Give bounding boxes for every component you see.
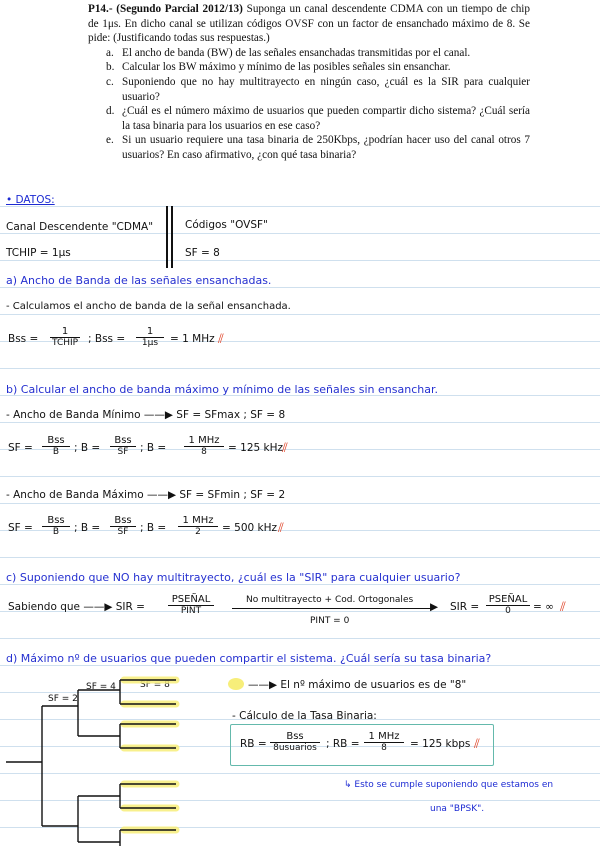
item-text: ¿Cuál es el número máximo de usuarios que pueden compartir dicho sistema? ¿Cuál sería la tasa binaria para los usuarios en ese caso? — [122, 105, 530, 132]
frac-num: 1 MHz — [178, 515, 218, 527]
b-frac-4 — [42, 515, 70, 537]
a-sep: ; Bss = — [88, 333, 126, 345]
frac-den: B — [52, 447, 60, 457]
handwritten-notes — [0, 180, 600, 848]
a-result: = 1 MHz — [170, 333, 215, 345]
frac-num: 1 — [50, 326, 80, 338]
b-sf-label: SF = — [8, 442, 33, 454]
tchip-text: TCHIP = 1μs — [6, 247, 71, 259]
problem-intro — [88, 2, 530, 46]
frac-den: TCHIP — [52, 338, 79, 348]
section-c-title: c) Suponiendo que NO hay multitrayecto, ¿cuál es la "SIR" para cualquier usuario? — [6, 571, 461, 584]
c-sir2: SIR = — [450, 601, 480, 613]
ovsf-tree — [0, 676, 190, 848]
a-frac-1 — [50, 326, 80, 348]
item-text: Calcular los BW máximo y mínimo de las posibles señales sin ensanchar. — [122, 61, 451, 74]
frac-den: 0 — [505, 606, 511, 616]
c-inf: = ∞ — [533, 601, 554, 613]
frac-den: 1μs — [141, 338, 159, 348]
b-max-result: = 500 kHz — [222, 522, 278, 534]
item-label: c. — [106, 75, 114, 88]
item-label: d. — [106, 105, 115, 118]
result-mark-icon: ⫽ — [282, 441, 288, 456]
problem-item-a — [88, 46, 530, 61]
frac-num: Bss — [42, 515, 70, 527]
frac-num: 1 MHz — [364, 731, 404, 743]
result-mark-icon: ⫽ — [278, 521, 284, 536]
b-frac-2 — [110, 435, 136, 457]
section-d-title: d) Máximo nº de usuarios que pueden compartir el sistema. ¿Cuál sería su tasa binaria? — [6, 652, 492, 665]
highlight-dot — [228, 678, 244, 690]
frac-den: 8 — [201, 447, 207, 457]
d-frac-2 — [364, 731, 404, 753]
canal-text: Canal Descendente "CDMA" — [6, 221, 154, 233]
d-max: ——▶ El nº máximo de usuarios es de "8" — [248, 679, 467, 691]
d-rb: RB = — [240, 738, 267, 750]
item-text: Si un usuario requiere una tasa binaria de 250Kbps, ¿podrían hacer uso del canal otros 7 usuarios? En caso afirmativo, ¿con qué tasa binaria? — [122, 134, 530, 161]
b-semi-3: ; B = — [74, 522, 101, 534]
problem-item-c — [88, 75, 530, 104]
c-note: No multitrayecto + Cod. Ortogonales — [246, 595, 414, 605]
problem-item-b — [88, 60, 530, 75]
codigos-text: Códigos "OVSF" — [185, 219, 268, 231]
c-arrow-line — [232, 608, 432, 609]
tree-sf8: SF = 8 — [140, 680, 170, 690]
item-text: El ancho de banda (BW) de las señales ensanchadas transmitidas por el canal. — [122, 46, 471, 59]
problem-item-d — [88, 104, 530, 133]
frac-num: Bss — [110, 515, 136, 527]
section-a-line: - Calculamos el ancho de banda de la señal ensanchada. — [6, 301, 291, 312]
d-note-1: ↳ Esto se cumple suponiendo que estamos en — [344, 780, 554, 790]
c-frac-1 — [168, 594, 214, 616]
b-frac-5 — [110, 515, 136, 537]
frac-num: Bss — [110, 435, 136, 447]
d-frac-1 — [270, 731, 320, 753]
d-rb2: ; RB = — [326, 738, 360, 750]
divider-left — [166, 206, 168, 268]
result-mark-icon: ⫽ — [218, 332, 224, 347]
tree-sf4: SF = 4 — [86, 682, 116, 692]
frac-den: 8usuarios — [273, 743, 317, 753]
section-a-title: a) Ancho de Banda de las señales ensanchadas. — [6, 274, 272, 287]
item-label: a. — [106, 46, 114, 59]
problem-statement — [88, 2, 530, 163]
b-frac-1 — [42, 435, 70, 457]
b-max-line: - Ancho de Banda Máximo ——▶ SF = SFmin ; SF = 2 — [6, 489, 286, 501]
d-calc: - Cálculo de la Tasa Binaria: — [232, 710, 377, 722]
frac-den: PINT — [180, 606, 202, 616]
c-frac-2 — [486, 594, 530, 616]
sf8-text: SF = 8 — [185, 247, 220, 259]
b-semi-2: ; B = — [140, 442, 167, 454]
frac-num: PSEÑAL — [168, 594, 214, 606]
section-b-title: b) Calcular el ancho de banda máximo y mínimo de las señales sin ensanchar. — [6, 383, 438, 396]
problem-items — [88, 46, 530, 163]
d-result: = 125 kbps — [410, 738, 471, 750]
item-label: e. — [106, 134, 114, 147]
frac-den: SF — [117, 527, 129, 537]
c-sabiendo: Sabiendo que ——▶ SIR = — [8, 601, 145, 613]
frac-num: 1 MHz — [184, 435, 224, 447]
frac-num: PSEÑAL — [486, 594, 530, 606]
item-label: b. — [106, 61, 115, 74]
frac-num: Bss — [270, 731, 320, 743]
b-min-line: - Ancho de Banda Mínimo ——▶ SF = SFmax ; SF = 8 — [6, 409, 286, 421]
result-mark-icon: ⫽ — [474, 737, 480, 752]
arrow-right-icon: ▶ — [430, 601, 439, 613]
c-pint0: PINT = 0 — [310, 616, 350, 626]
divider-right — [171, 206, 173, 268]
b-semi-1: ; B = — [74, 442, 101, 454]
b-semi-4: ; B = — [140, 522, 167, 534]
problem-title: P14.- (Segundo Parcial 2012/13) — [88, 3, 243, 15]
b-sf-label-2: SF = — [8, 522, 33, 534]
a-bss-label: Bss = — [8, 333, 39, 345]
problem-intro-text: Suponga un canal descendente CDMA con un tiempo de chip de 1μs. En dicho canal se utilizan códigos OVSF con un factor de ensanchado máximo de 8. Se pide: (Justificando todas sus respuestas.) — [88, 3, 530, 45]
d-note-2: una "BPSK". — [430, 804, 485, 814]
b-frac-6 — [178, 515, 218, 537]
b-frac-3 — [184, 435, 224, 457]
datos-heading: • DATOS: — [6, 194, 55, 206]
frac-num: 1 — [136, 326, 164, 338]
tree-sf2: SF = 2 — [48, 694, 78, 704]
frac-den: SF — [117, 447, 129, 457]
item-text: Suponiendo que no hay multitrayecto en ningún caso, ¿cuál es la SIR para cualquier usuario? — [122, 75, 530, 103]
result-mark-icon: ⫽ — [560, 600, 566, 615]
frac-den: 8 — [381, 743, 387, 753]
frac-den: B — [52, 527, 60, 537]
frac-den: 2 — [195, 527, 201, 537]
a-frac-2 — [136, 326, 164, 348]
frac-num: Bss — [42, 435, 70, 447]
problem-item-e — [88, 133, 530, 162]
b-min-result: = 125 kHz — [228, 442, 284, 454]
